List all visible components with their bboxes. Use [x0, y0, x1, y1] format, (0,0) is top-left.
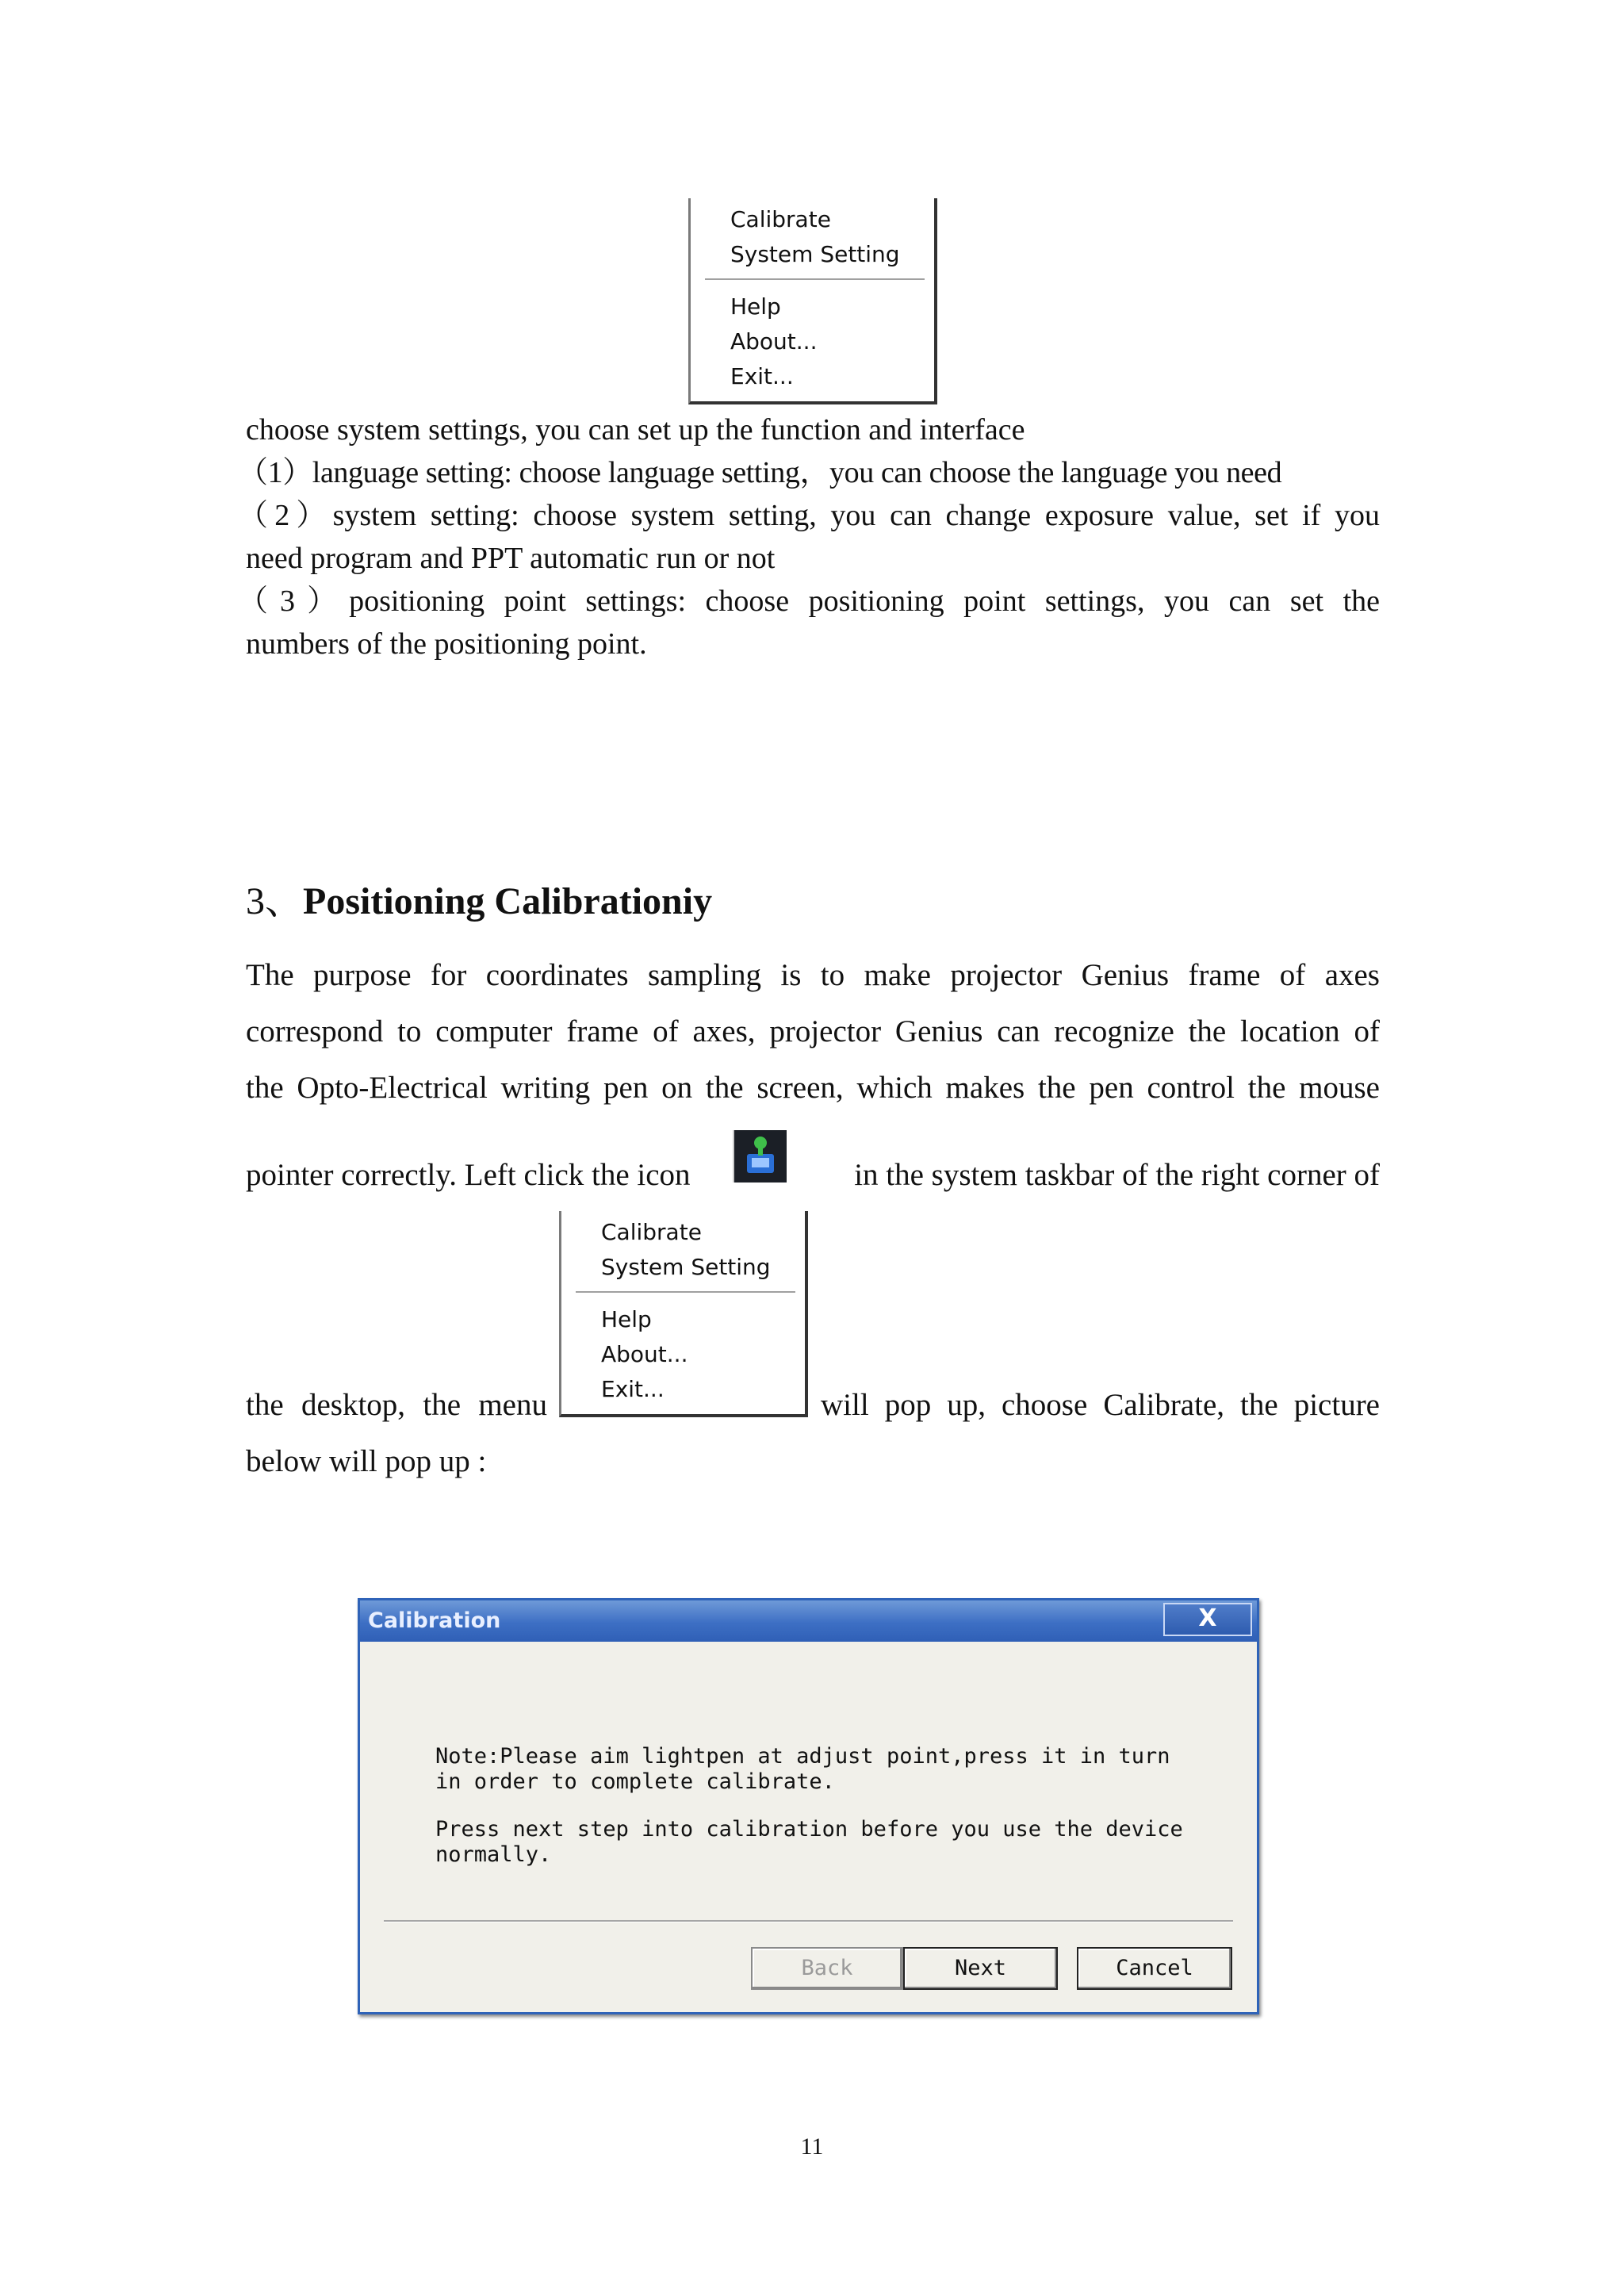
dialog-separator [384, 1920, 1233, 1922]
menu-item-system-setting[interactable]: System Setting [601, 1254, 771, 1280]
menu-item-exit[interactable]: Exit... [601, 1376, 665, 1402]
menu-separator [705, 278, 925, 281]
body-line-6: below will pop up : [246, 1444, 487, 1478]
body-line-2: correspond to computer frame of axes, projector Genius can recognize the location of [246, 1014, 1380, 1048]
page-number: 11 [800, 2133, 824, 2160]
body-line-4b: in the system taskbar of the right corner of [854, 1158, 1380, 1192]
dialog-note-line-2: in order to complete calibrate. [435, 1769, 835, 1794]
context-menu-inline [559, 1211, 808, 1417]
dialog-note-line-3: Press next step into calibration before you use the device [435, 1817, 1183, 1842]
menu-item-about[interactable]: About... [601, 1341, 688, 1367]
dialog-note-line-1: Note:Please aim lightpen at adjust point,press it in turn [435, 1744, 1170, 1769]
item-positioning-point: （3）positioning point settings: choose positioning point settings, you can set the [238, 585, 1380, 618]
item-language-setting: （1）language setting: choose language setting，you can choose the language you need [238, 456, 1282, 489]
dialog-note-line-4: normally. [435, 1842, 552, 1867]
body-line-3: the Opto-Electrical writing pen on the screen, which makes the pen control the mouse [246, 1071, 1380, 1105]
body-line-5b: will pop up, choose Calibrate, the picture [821, 1388, 1380, 1422]
section-number: 3、 [246, 880, 304, 922]
cancel-button[interactable]: Cancel [1077, 1947, 1232, 1990]
dialog-title: Calibration [360, 1600, 1257, 1642]
section-heading [246, 876, 712, 927]
section-title: Positioning Calibrationiy [303, 880, 713, 922]
item-system-setting: （2）system setting: choose system setting, you can change exposure value, set if you [238, 499, 1380, 532]
body-line-5a: the desktop, the menu [246, 1388, 547, 1422]
menu-separator [576, 1291, 795, 1294]
next-button[interactable]: Next [903, 1947, 1058, 1990]
menu-item-about[interactable]: About... [730, 328, 818, 355]
item-system-setting-cont: need program and PPT automatic run or not [246, 542, 776, 575]
context-menu-top [688, 198, 937, 404]
menu-item-exit[interactable]: Exit... [730, 363, 794, 389]
body-line-4a: pointer correctly. Left click the icon [246, 1158, 691, 1192]
close-icon[interactable]: X [1163, 1603, 1252, 1636]
menu-item-calibrate[interactable]: Calibrate [601, 1219, 702, 1245]
tray-app-icon[interactable] [733, 1130, 787, 1182]
menu-item-help[interactable]: Help [601, 1306, 652, 1332]
menu-item-system-setting[interactable]: System Setting [730, 241, 900, 267]
back-button[interactable]: Back [751, 1947, 903, 1990]
item-positioning-point-cont: numbers of the positioning point. [246, 627, 647, 661]
intro-text: choose system settings, you can set up the function and interface [246, 413, 1025, 447]
menu-item-help[interactable]: Help [730, 293, 781, 320]
body-line-1: The purpose for coordinates sampling is to make projector Genius frame of axes [246, 958, 1380, 992]
calibration-dialog [358, 1598, 1259, 2014]
menu-item-calibrate[interactable]: Calibrate [730, 206, 831, 232]
